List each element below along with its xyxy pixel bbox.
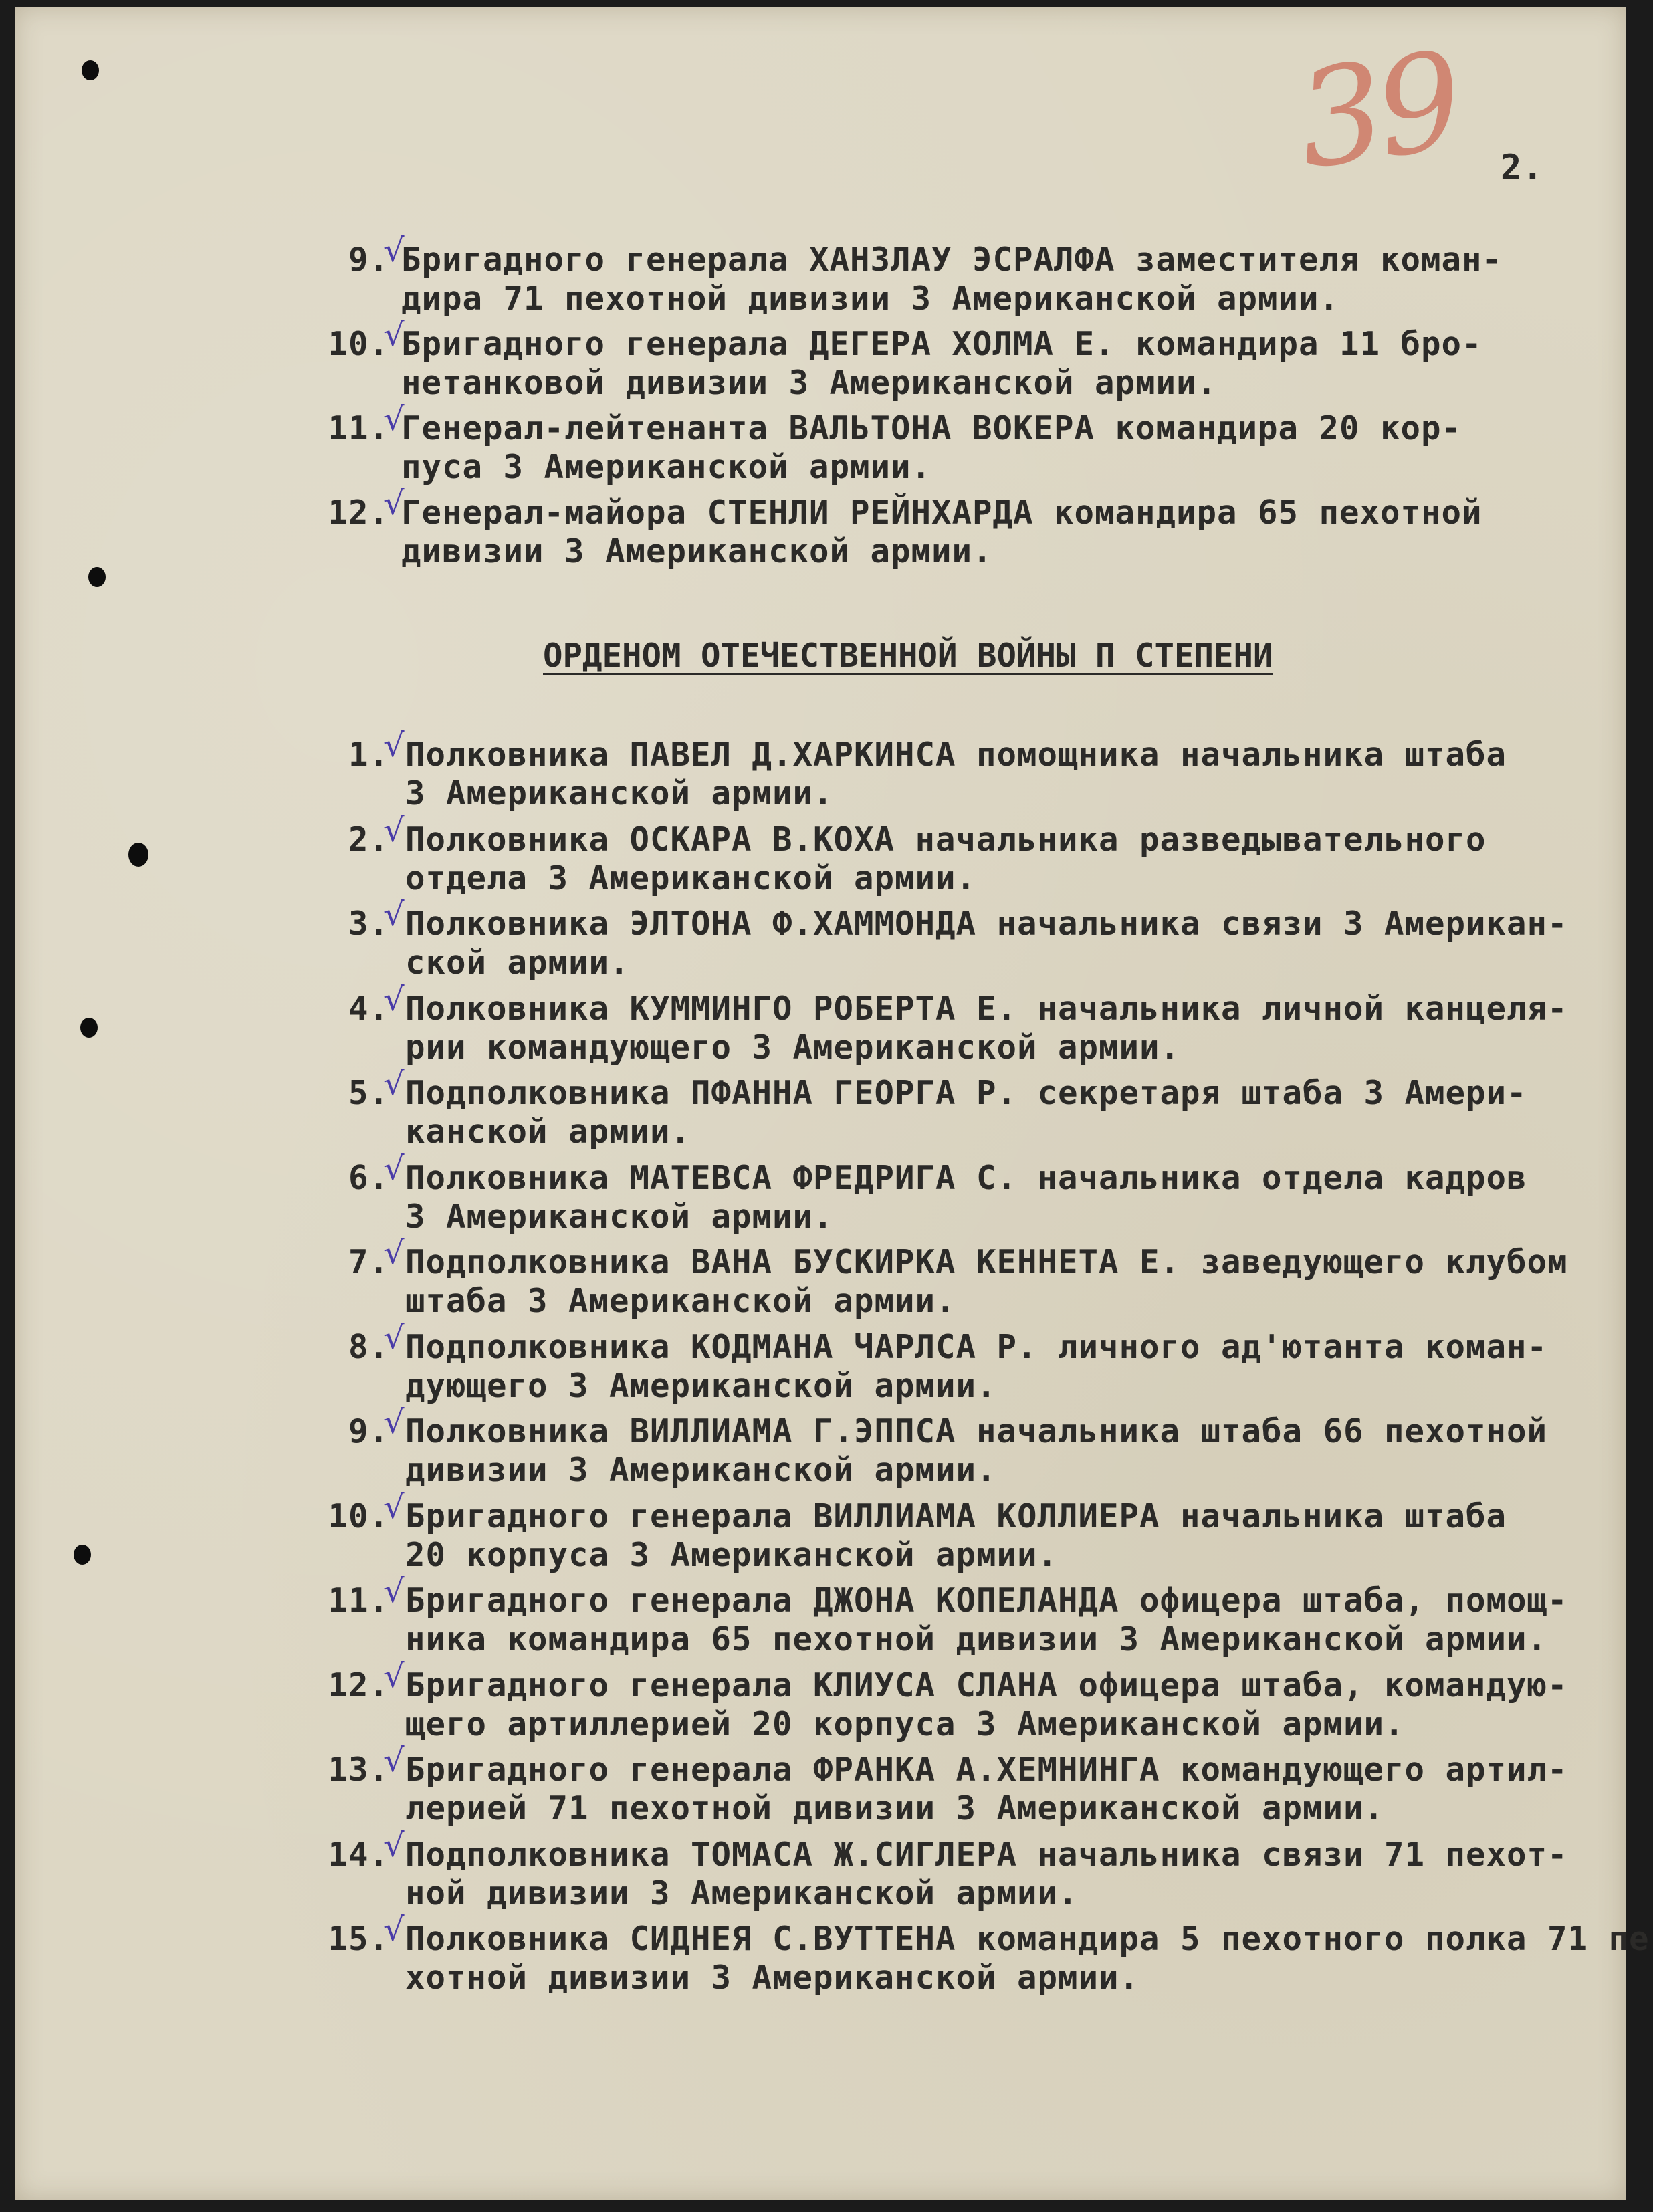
binder-hole	[88, 567, 106, 587]
page-number: 2.	[1501, 148, 1544, 188]
entry-number: 7.	[348, 1243, 389, 1281]
check-mark-icon: √	[384, 485, 405, 522]
check-mark-icon: √	[384, 1911, 405, 1949]
entry-number: 6.	[348, 1158, 389, 1197]
check-mark-icon: √	[384, 896, 405, 933]
entry-text-line: Полковника МАТЕВСА ФРЕДРИГА С. начальника отдела кадров	[405, 1158, 1527, 1197]
entry-text-line: ной дивизии 3 Американской армии.	[405, 1874, 1079, 1912]
binder-hole	[128, 843, 148, 867]
entry-number: 9.	[348, 241, 389, 279]
entry-text-line: Бригадного генерала ХАНЗЛАУ ЭСРАЛФА заместителя коман-	[401, 241, 1503, 279]
entry-text-line: Полковника ЭЛТОНА Ф.ХАММОНДА начальника связи 3 Американ-	[405, 905, 1568, 943]
entry-number: 3.	[348, 905, 389, 943]
check-mark-icon: √	[384, 1742, 405, 1779]
entry-text-line: Бригадного генерала ФРАНКА А.ХЕМНИНГА командующего артил-	[405, 1751, 1568, 1789]
entry-text-line: Полковника ПАВЕЛ Д.ХАРКИНСА помощника начальника штаба	[405, 736, 1507, 774]
section-heading: ОРДЕНОМ ОТЕЧЕСТВЕННОЙ ВОЙНЫ П СТЕПЕНИ	[543, 637, 1273, 675]
entry-text-line: Подполковника ПФАННА ГЕОРГА Р. секретаря штаба 3 Амери-	[405, 1074, 1527, 1112]
entry-text-line: 3 Американской армии.	[405, 774, 834, 812]
document-page	[15, 7, 1650, 2200]
entry-number: 4.	[348, 989, 389, 1028]
entry-text-line: 3 Американской армии.	[405, 1197, 834, 1236]
entry-text-line: лерией 71 пехотной дивизии 3 Американской армии.	[405, 1789, 1385, 1828]
binder-hole	[80, 1018, 98, 1038]
check-mark-icon: √	[384, 980, 405, 1018]
entry-text-line: Подполковника КОДМАНА ЧАРЛСА Р. личного ад'ютанта коман-	[405, 1327, 1548, 1366]
entry-text-line: 20 корпуса 3 Американской армии.	[405, 1535, 1059, 1574]
entry-number: 8.	[348, 1327, 389, 1366]
entry-text-line: дующего 3 Американской армии.	[405, 1366, 997, 1405]
entry-text-line: Полковника ВИЛЛИАМА Г.ЭППСА начальника штаба 66 пехотной	[405, 1412, 1548, 1450]
entry-text-line: Полковника КУММИНГО РОБЕРТА Е. начальника личной канцеля-	[405, 989, 1568, 1028]
entry-number: 5.	[348, 1074, 389, 1112]
entry-text-line: Генерал-майора СТЕНЛИ РЕЙНХАРДА командира 65 пехотной	[401, 493, 1482, 532]
entry-text-line: канской армии.	[405, 1113, 691, 1151]
entry-number: 11.	[328, 1581, 389, 1620]
check-mark-icon: √	[384, 1826, 405, 1864]
entry-number: 2.	[348, 820, 389, 859]
check-mark-icon: √	[384, 1573, 405, 1610]
check-mark-icon: √	[384, 1149, 405, 1188]
entry-text-line: отдела 3 Американской армии.	[405, 859, 977, 897]
check-mark-icon: √	[384, 1319, 405, 1357]
entry-number: 15.	[328, 1920, 389, 1958]
check-mark-icon: √	[384, 1234, 405, 1272]
entry-text-line: нетанковой дивизии 3 Американской армии.	[401, 364, 1218, 402]
check-mark-icon: √	[384, 316, 405, 354]
entry-text-line: Генерал-лейтенанта ВАЛЬТОНА ВОКЕРА командира 20 кор-	[401, 409, 1462, 447]
entry-text-line: Бригадного генерала ДЖОНА КОПЕЛАНДА офицера штаба, помощ-	[405, 1581, 1568, 1620]
entry-text-line: дивизии 3 Американской армии.	[405, 1451, 997, 1489]
entry-number: 12.	[328, 1666, 389, 1704]
entry-text-line: штаба 3 Американской армии.	[405, 1282, 956, 1320]
entry-number: 14.	[328, 1835, 389, 1874]
entry-text-line: Бригадного генерала ДЕГЕРА ХОЛМА Е. командира 11 бро-	[401, 325, 1482, 363]
entry-text-line: Подполковника ТОМАСА Ж.СИГЛЕРА начальника связи 71 пехот-	[405, 1835, 1568, 1874]
entry-text-line: ской армии.	[405, 944, 630, 982]
entry-text-line: Бригадного генерала КЛИУСА СЛАНА офицера штаба, командую-	[405, 1666, 1568, 1704]
entry-text-line: ника командира 65 пехотной дивизии 3 Американской армии.	[405, 1620, 1548, 1658]
entry-number: 12.	[328, 493, 389, 532]
entry-number: 9.	[348, 1412, 389, 1450]
entry-text-line: хотной дивизии 3 Американской армии.	[405, 1959, 1140, 1997]
check-mark-icon: √	[384, 727, 405, 764]
check-mark-icon: √	[384, 1065, 405, 1103]
entry-number: 10.	[328, 1497, 389, 1535]
entry-text-line: щего артиллерией 20 корпуса 3 Американской армии.	[405, 1704, 1405, 1743]
binder-hole	[82, 60, 99, 80]
check-mark-icon: √	[384, 811, 405, 849]
entry-text-line: Полковника ОСКАРА В.КОХА начальника разведывательного	[405, 820, 1486, 859]
entry-text-line: пуса 3 Американской армии.	[401, 448, 932, 486]
entry-number: 10.	[328, 325, 389, 363]
entry-number: 1.	[348, 736, 389, 774]
check-mark-icon: √	[384, 401, 405, 438]
check-mark-icon: √	[384, 232, 405, 269]
entry-text-line: Бригадного генерала ВИЛЛИАМА КОЛЛИЕРА начальника штаба	[405, 1497, 1507, 1535]
entry-text-line: рии командующего 3 Американской армии.	[405, 1028, 1181, 1067]
archive-folio-number: 39	[1288, 23, 1466, 200]
entry-text-line: дивизии 3 Американской армии.	[401, 532, 993, 570]
entry-number: 11.	[328, 409, 389, 447]
check-mark-icon: √	[384, 1488, 405, 1526]
check-mark-icon: √	[384, 1404, 405, 1441]
entry-text-line: Подполковника ВАНА БУСКИРКА КЕННЕТА Е. заведующего клубом	[405, 1243, 1568, 1281]
entry-number: 13.	[328, 1751, 389, 1789]
check-mark-icon: √	[384, 1657, 405, 1695]
entry-text-line: дира 71 пехотной дивизии 3 Американской армии.	[401, 280, 1340, 318]
binder-hole	[74, 1545, 91, 1565]
entry-text-line: Полковника СИДНЕЯ С.ВУТТЕНА командира 5 пехотного полка 71 пе	[405, 1920, 1650, 1958]
